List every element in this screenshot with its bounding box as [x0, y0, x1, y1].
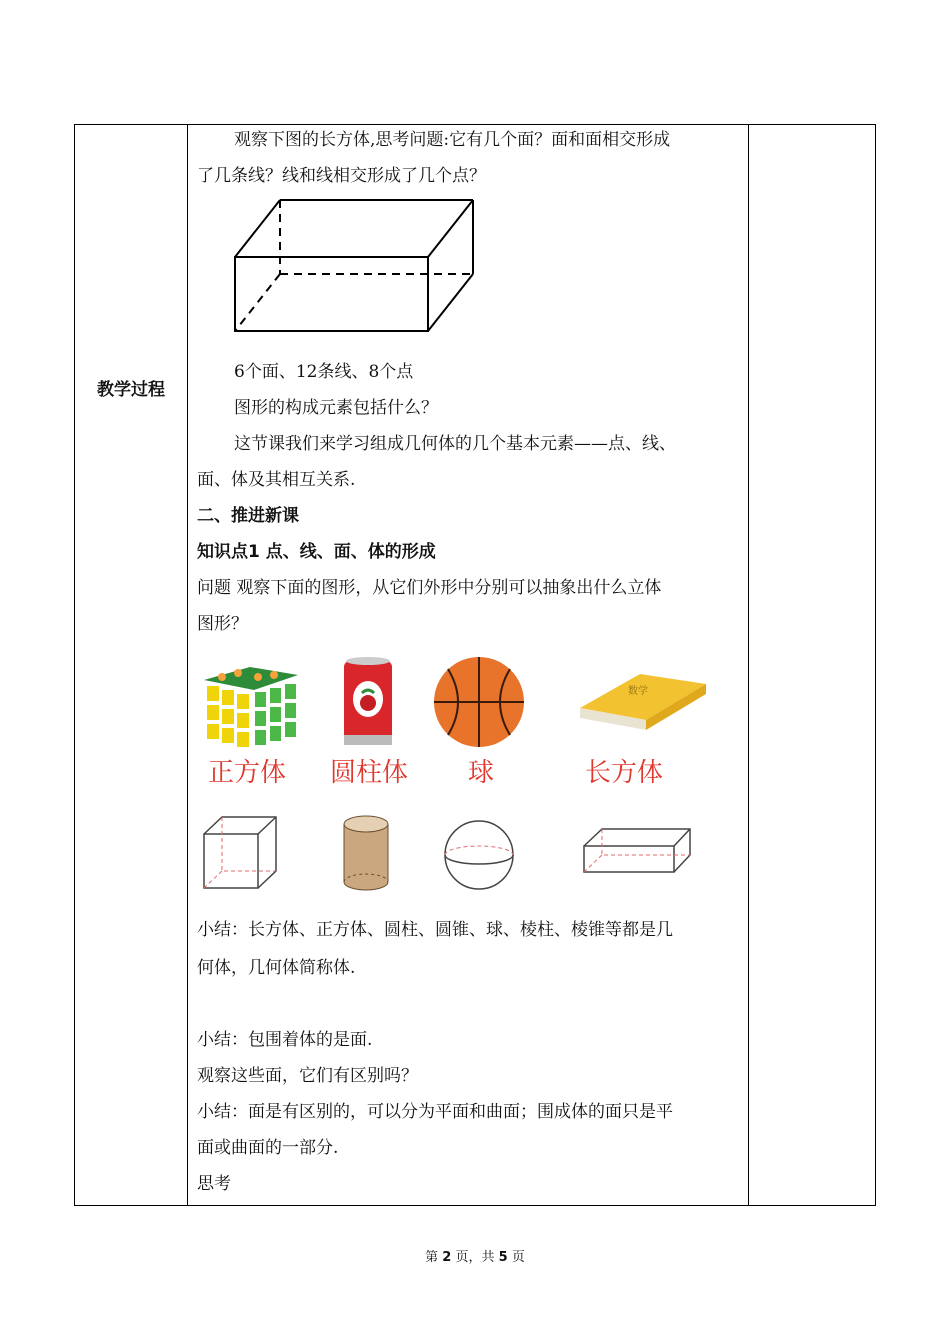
problem-line-2: 图形？ [197, 614, 248, 634]
label-cylinder: 圆柱体 [330, 758, 409, 788]
question-elements: 图形的构成元素包括什么？ [234, 398, 438, 418]
answer-line: 6个面、12条线、8个点 [234, 362, 414, 382]
cylinder-drawing [340, 814, 392, 894]
label-cube: 正方体 [208, 758, 287, 788]
basketball-image [428, 655, 533, 750]
page-footer [0, 1246, 950, 1265]
summary-3-line-2: 面或曲面的一部分. [197, 1138, 339, 1158]
summary-1-line-2: 何体，几何体简称体. [197, 958, 356, 978]
column-divider-1 [187, 125, 188, 1205]
footer-post: 页 [511, 1250, 525, 1265]
question-line-1: 观察下图的长方体,思考问题:它有几个面？面和面相交形成 [234, 130, 671, 150]
question-line-2: 了几条线？线和线相交形成了几个点？ [197, 166, 486, 186]
think-label: 思考 [197, 1174, 231, 1194]
book-image [576, 670, 711, 735]
label-sphere: 球 [468, 758, 495, 788]
summary-3-line-1: 小结：面是有区别的，可以分为平面和曲面；围成体的面只是平 [197, 1102, 673, 1122]
intro-line-1: 这节课我们来学习组成几何体的几个基本元素——点、线、 [234, 434, 676, 454]
sphere-drawing [442, 818, 516, 892]
label-cuboid: 长方体 [585, 758, 664, 788]
summary-1-line-1: 小结：长方体、正方体、圆柱、圆锥、球、棱柱、棱锥等都是几 [197, 920, 673, 940]
problem-line-1: 问题 观察下面的图形，从它们外形中分别可以抽象出什么立体 [197, 578, 662, 598]
cube-drawing [200, 814, 280, 892]
section-heading: 二、推进新课 [197, 506, 299, 526]
footer-mid: 页，共 [455, 1250, 495, 1265]
intro-line-2: 面、体及其相互关系. [197, 470, 356, 490]
soda-can-image [340, 655, 396, 750]
summary-2: 小结：包围着体的是面. [197, 1030, 373, 1050]
footer-total-pages: 5 [498, 1250, 508, 1265]
footer-page-number: 2 [442, 1250, 452, 1265]
rubiks-cube-image [202, 655, 302, 750]
footer-pre: 第 [425, 1250, 439, 1265]
knowledge-point-heading: 知识点1 点、线、面、体的形成 [197, 542, 436, 562]
column-divider-2 [748, 125, 749, 1205]
cuboid-diagram [230, 195, 480, 335]
row-label: 教学过程 [97, 380, 165, 400]
book-title: 数学 [628, 686, 648, 697]
observe-question: 观察这些面，它们有区别吗？ [197, 1066, 418, 1086]
cuboid-drawing [582, 826, 694, 876]
